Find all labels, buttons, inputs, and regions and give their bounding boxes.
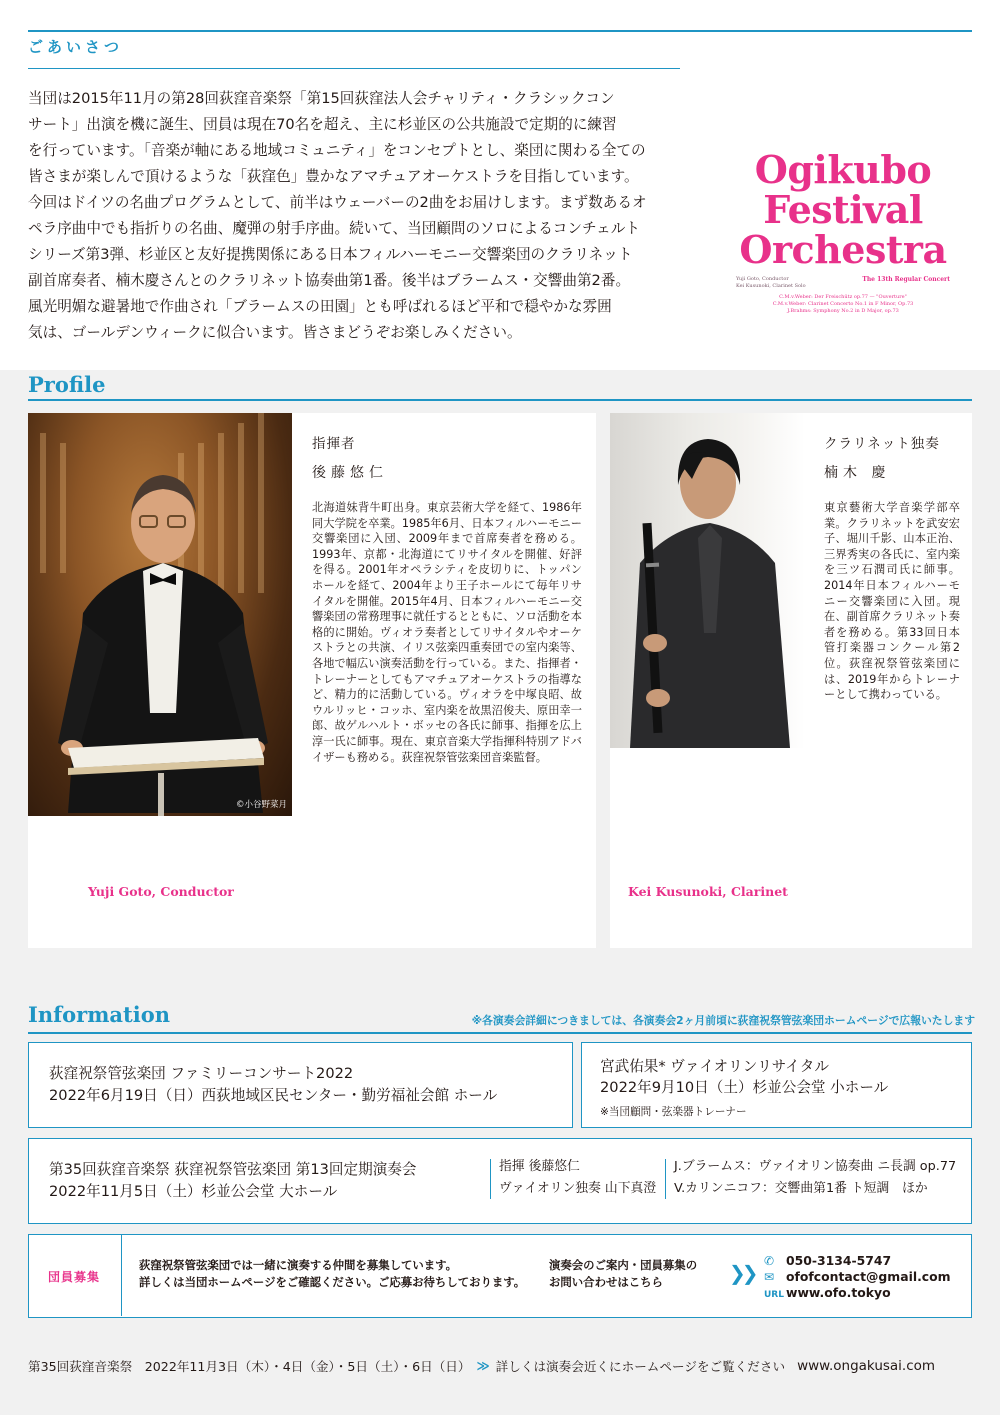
- double-chevron-icon: ❯❯: [729, 1261, 755, 1285]
- phone-number: 050-3134-5747: [786, 1253, 892, 1268]
- url-label: URL: [764, 1290, 784, 1300]
- regular-conductor: 指揮 後藤悠仁: [499, 1159, 580, 1174]
- profile-rule: [28, 399, 972, 401]
- regular-program-item: V.カリンニコフ：交響曲第1番 ト短調 ほか: [674, 1181, 928, 1196]
- greeting-line: 今回はドイツの名曲プログラムとして、前半はウェーバーの2曲をお届けします。まず数あるオ: [28, 194, 647, 211]
- phone-contact[interactable]: [764, 1253, 891, 1269]
- mail-icon: ✉: [764, 1270, 775, 1284]
- clarinet-role: クラリネット独奏: [824, 436, 940, 452]
- logo-program-item: C.M.v.Weber: Der Freischütz op.77 — "Ouverture": [779, 294, 907, 300]
- conductor-name: 後藤悠仁: [312, 465, 388, 481]
- greeting-line: 気は、ゴールデンウィークに似合います。皆さまどうぞお楽しみください。: [28, 324, 522, 341]
- family-concert-title: 荻窪祝祭管弦楽団 ファミリーコンサート2022: [49, 1065, 354, 1082]
- conductor-bio: 北海道妹背牛町出身。東京芸術大学を経て、1986年同大学院を卒業。1985年6月、日本フィルハーモニー交響楽団に入団、2009年まで首席奏者を務める。1993年、京都・北海道にてリサイタルを開催、好評を得る。2001年オペラシティを皮切りに、トッパンホールを経て、2004年より王子ホールにて毎年リサイタルを開催。2015年4月、日本フィルハーモニー交響楽団の常務理事に就任するとともに、ソロ活動を本格的に開始。ヴィオラ奏者としてリサイタルやオーケストラとの共演、イリス弦楽四重奏団での室内楽等、各地で幅広い演奏活動を行っている。また、指揮者・トレーナーとしてもアマチュアオーケストラの指導など、精力的に活動している。ヴィオラを中塚良昭、故ウルリッヒ・コッホ、室内楽を故黒沼俊夫、原田幸一郎、故ゲルハルト・ボッセの各氏に師事、指揮を広上淳一氏に師事。現在、東京音楽大学指揮科特別アドバイザーも務める。荻窪祝祭管弦楽団音楽監督。: [312, 501, 582, 764]
- clarinetist-photo-illustration: [610, 413, 805, 748]
- logo-program-item: J.Brahms: Symphony No.2 in D Major, op.73: [787, 308, 899, 314]
- divider: [121, 1235, 122, 1316]
- violin-recital-box: [581, 1042, 972, 1128]
- logo-credits: [736, 276, 806, 290]
- information-note: ※各演奏会詳細につきましては、各演奏会2ヶ月前頃に荻窪祝祭管弦楽団ホームページで広報いたします: [471, 1014, 975, 1027]
- greeting-line: 風光明媚な避暑地で作曲され「ブラームスの田園」とも呼ばれるほど平和で穏やかな雰囲: [28, 298, 612, 315]
- footer-arrow-icon: ≫: [476, 1358, 490, 1373]
- logo-concert-title: The 13th Regular Concert: [862, 276, 950, 283]
- contact-prompt-line: 演奏会のご案内・団員募集の: [549, 1258, 698, 1272]
- greeting-title: ごあいさつ: [28, 38, 124, 56]
- recruit-text-line: 詳しくは当団ホームページをご確認ください。ご応募お待ちしております。: [139, 1275, 526, 1289]
- festival-website-link[interactable]: www.ongakusai.com: [797, 1357, 936, 1374]
- footer: [28, 1356, 972, 1375]
- information-heading: Information: [28, 1002, 170, 1027]
- footer-details: 詳しくは演奏会近くにホームページをご覧ください: [495, 1359, 786, 1374]
- orchestra-logo: [728, 147, 958, 315]
- greeting-line: サート」出演を機に誕生、団員は現在70名を超え、主に杉並区の公共施設で定期的に練習: [28, 116, 617, 133]
- greeting-line: 皆さまが楽しんで頂けるような「荻窪色」豊かなアマチュアオーケストラを目指しています。: [28, 168, 639, 185]
- conductor-photo-illustration: [28, 413, 292, 816]
- conductor-role: 指揮者: [312, 436, 356, 452]
- family-concert-datevenue: 2022年6月19日（日）西荻地域区民センター・勤労福祉会館 ホール: [49, 1087, 498, 1104]
- regular-soloist: ヴァイオリン独奏 山下真澄: [499, 1181, 657, 1196]
- greeting-line: を行っています。「音楽が軸にある地域コミュニティ」をコンセプトとし、楽団に関わる全ての: [28, 142, 646, 159]
- top-rule: [28, 30, 972, 32]
- recital-title: 宮武佑果* ヴァイオリンリサイタル: [600, 1058, 829, 1075]
- festival-dates: 第35回荻窪音楽祭 2022年11月3日（木）・4日（金）・5日（土）・6日（日）: [28, 1359, 471, 1374]
- recruit-text-line: 荻窪祝祭管弦楽団では一緒に演奏する仲間を募集しています。: [139, 1258, 458, 1272]
- logo-word-orchestra: Orchestra: [739, 227, 947, 272]
- clarinetist-photo: [610, 413, 805, 748]
- recruit-label: 団員募集: [48, 1270, 101, 1284]
- recital-datevenue: 2022年9月10日（土）杉並公会堂 小ホール: [600, 1079, 889, 1096]
- conductor-photo: [28, 413, 292, 816]
- greeting-body: [28, 86, 688, 346]
- conductor-caption: Yuji Goto, Conductor: [88, 884, 234, 899]
- greeting-line: シリーズ第3弾、杉並区と友好提携関係にある日本フィルハーモニー交響楽団のクラリネット: [28, 246, 633, 263]
- recital-note: ※当団顧問・弦楽器トレーナー: [600, 1106, 747, 1118]
- phone-icon: ✆: [764, 1254, 775, 1268]
- clarinet-name: 楠木 慶: [824, 465, 891, 481]
- regular-program-item: J.ブラームス：ヴァイオリン協奏曲 ニ長調 op.77: [674, 1159, 957, 1174]
- divider: [490, 1159, 491, 1199]
- greeting-line: ペラ序曲中でも指折りの名曲、魔弾の射手序曲。続いて、当団顧問のソロによるコンチェルト: [28, 220, 640, 237]
- logo-credit-soloist: Kei Kusunoki, Clarinet Solo: [736, 283, 806, 289]
- clarinet-bio: 東京藝術大学音楽学部卒業。クラリネットを武安宏子、堀川千影、山本正治、三界秀実の各氏に、室内楽を三ツ石潤司氏に師事。2014年日本フィルハーモニー交響楽団に入団。現在、副首席クラリネット奏者を務める。第33回日本管打楽器コンクール第2位。荻窪祝祭管弦楽団には、2019年からトレーナーとして携わっている。: [824, 501, 960, 702]
- regular-concert-box: [28, 1138, 972, 1224]
- regular-concert-title: 第35回荻窪音楽祭 荻窪祝祭管弦楽団 第13回定期演奏会: [49, 1161, 417, 1178]
- logo-word-ogikubo: Ogikubo: [754, 147, 932, 192]
- email-address: ofofcontact@gmail.com: [786, 1269, 951, 1284]
- regular-concert-datevenue: 2022年11月5日（土）杉並公会堂 大ホール: [49, 1183, 338, 1200]
- greeting-rule: [28, 68, 680, 69]
- family-concert-box: [28, 1042, 573, 1128]
- recruit-box: [28, 1234, 972, 1318]
- website-url: www.ofo.tokyo: [786, 1285, 891, 1300]
- logo-program: [728, 294, 958, 315]
- logo-credit-conductor: Yuji Goto, Conductor: [736, 276, 789, 282]
- information-rule: [28, 1032, 972, 1034]
- clarinet-caption: Kei Kusunoki, Clarinet: [628, 884, 788, 899]
- logo-program-item: C.M.v.Weber: Clarinet Concerto No.1 in F Minor, Op.73: [772, 301, 914, 307]
- profile-heading: Profile: [28, 372, 106, 397]
- website-link[interactable]: [764, 1285, 891, 1303]
- email-contact[interactable]: [764, 1269, 951, 1285]
- logo-word-festival: Festival: [763, 187, 923, 232]
- greeting-line: 当団は2015年11月の第28回荻窪音楽祭「第15回荻窪法人会チャリティ・クラシックコン: [28, 90, 615, 107]
- photo-credit: ©小谷野菜月: [236, 800, 288, 810]
- divider: [665, 1159, 666, 1199]
- contact-prompt-line: お問い合わせはこちら: [549, 1275, 663, 1289]
- logo-subtext: [728, 276, 958, 290]
- greeting-line: 副首席奏者、楠木慶さんとのクラリネット協奏曲第1番。後半はブラームス・交響曲第2番。: [28, 272, 631, 289]
